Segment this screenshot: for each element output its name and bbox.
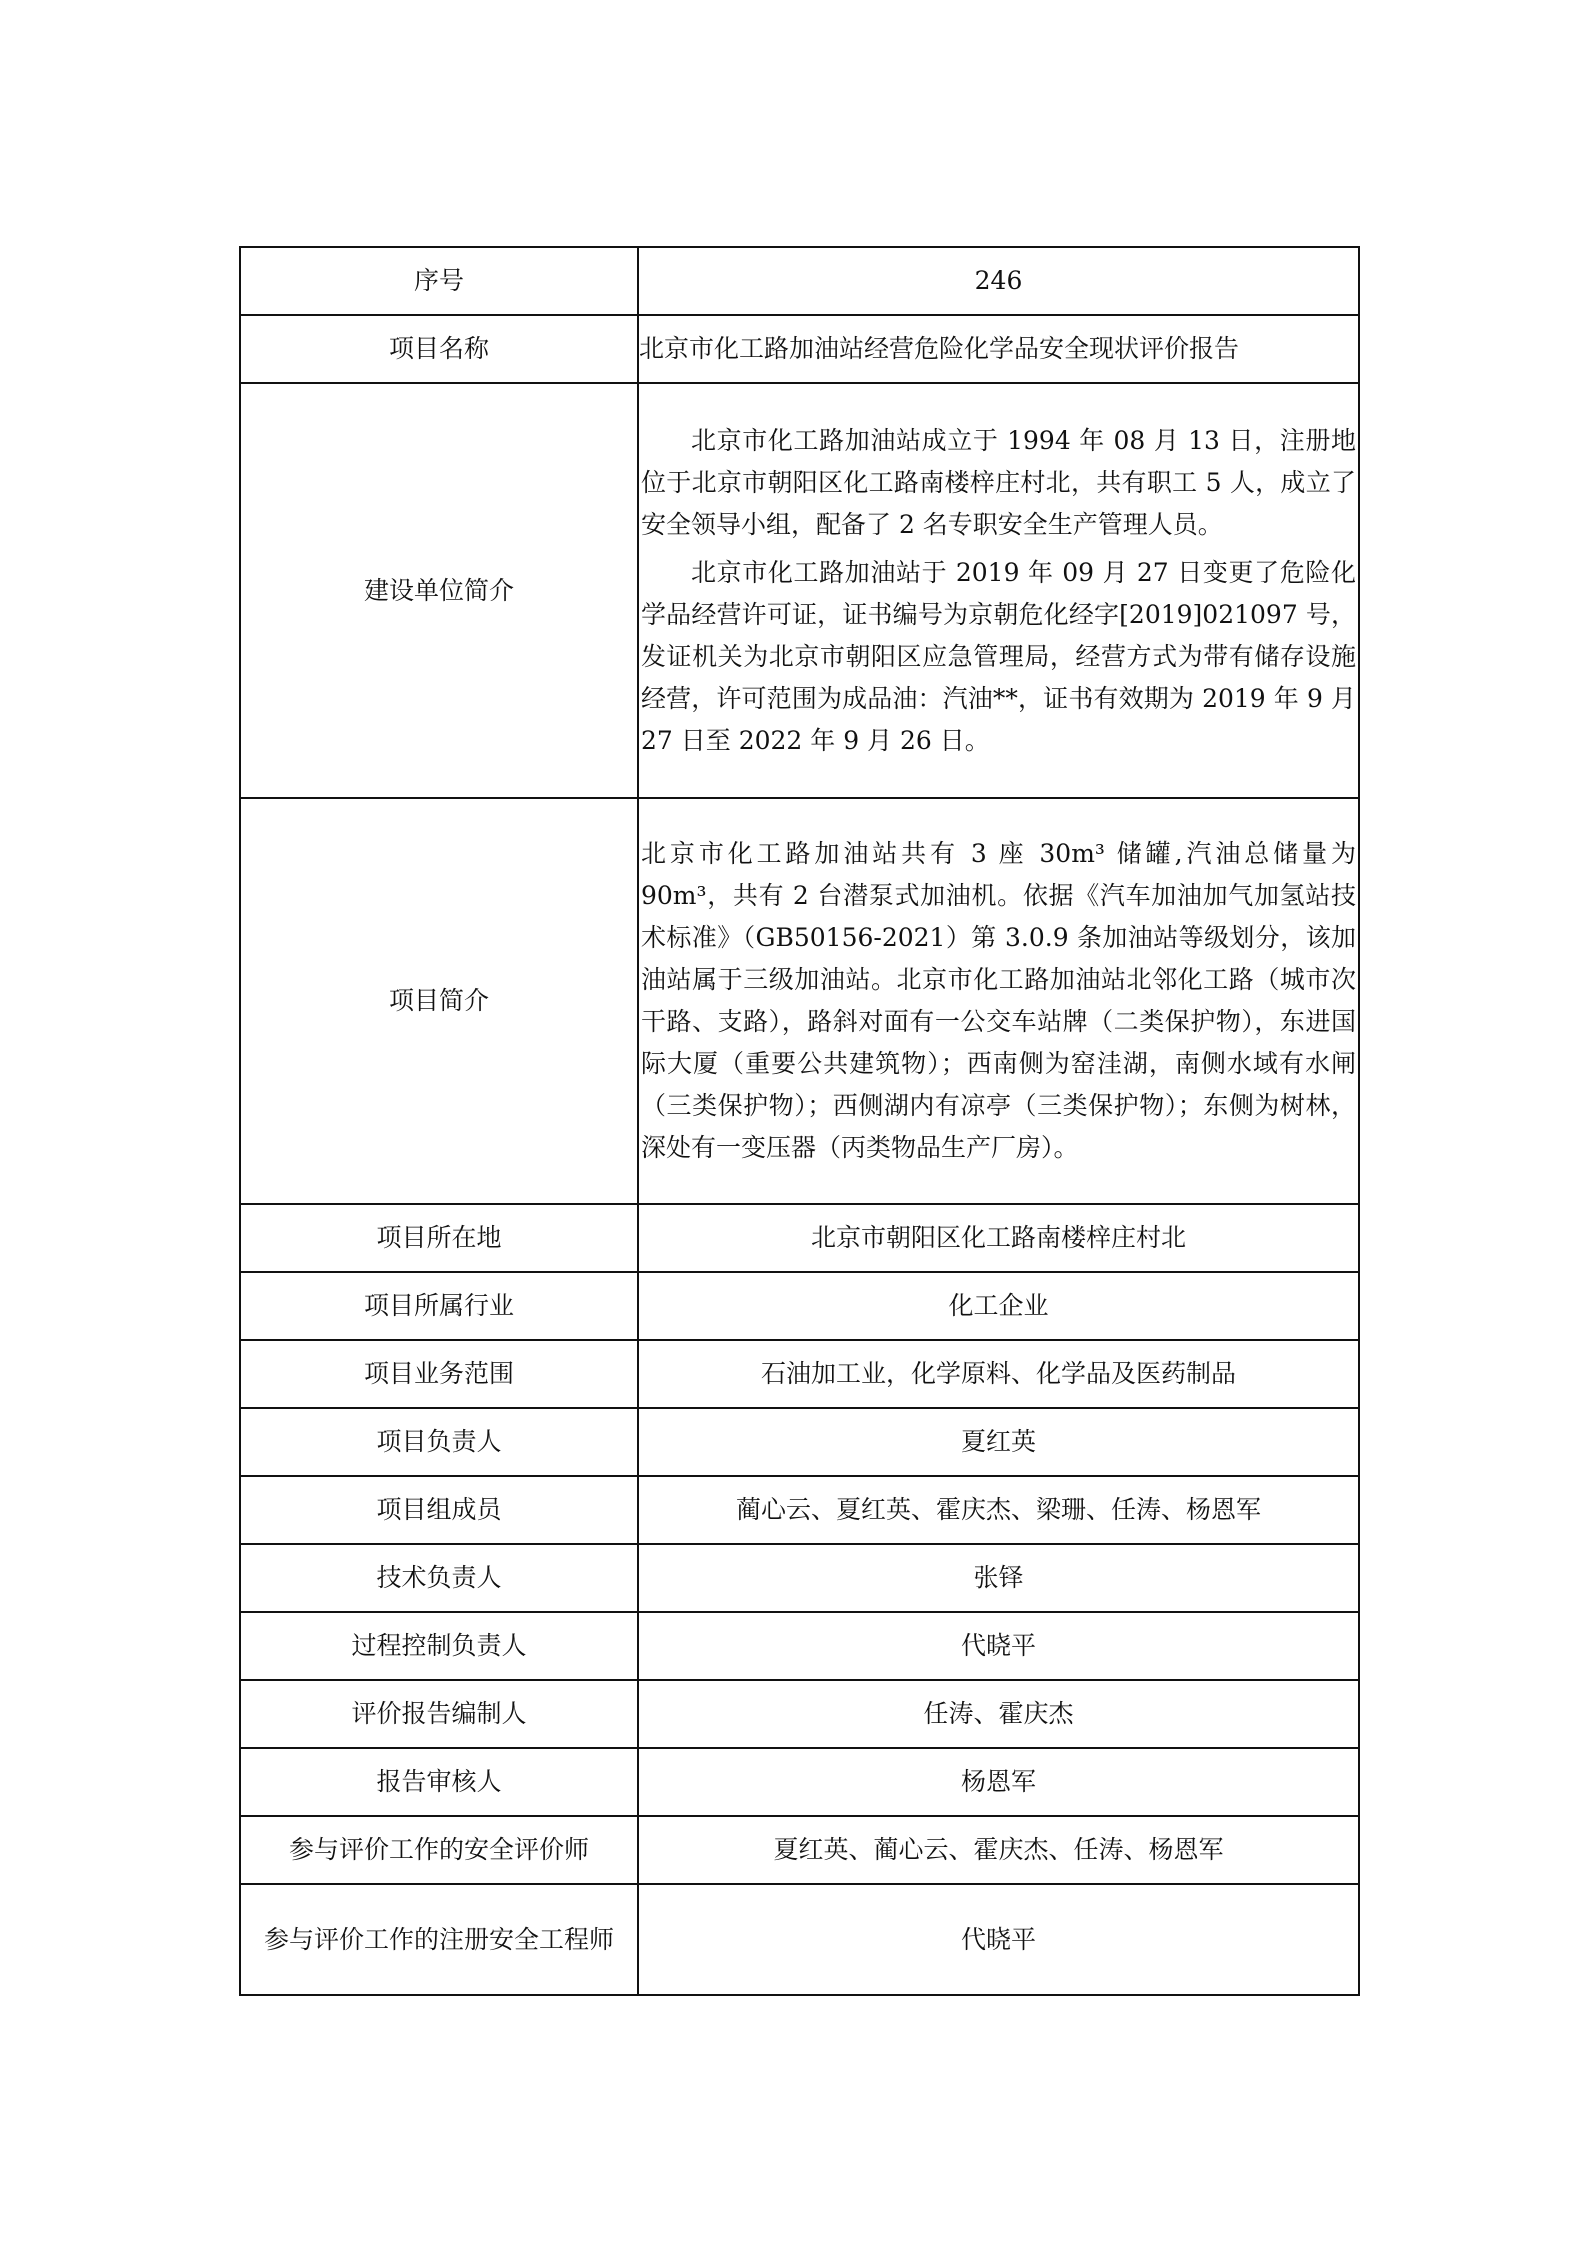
location-value: 北京市朝阳区化工路南楼梓庄村北: [638, 1204, 1359, 1272]
tech-leader-label: 技术负责人: [240, 1544, 638, 1612]
table-row: [240, 1544, 1359, 1612]
unit-intro-paragraph-1: 北京市化工路加油站成立于 1994 年 08 月 13 日，注册地位于北京市朝阳区化工路南楼梓庄村北，共有职工 5 人，成立了安全领导小组，配备了 2 名专职安全生产管理人员。: [641, 425, 1356, 539]
scope-value: 石油加工业，化学原料、化学品及医药制品: [638, 1340, 1359, 1408]
serial-label: 序号: [240, 247, 638, 315]
table-row: [240, 315, 1359, 383]
unit-intro-label: 建设单位简介: [240, 383, 638, 798]
table-row: [240, 1680, 1359, 1748]
project-name-label: 项目名称: [240, 315, 638, 383]
reviewer-label: 报告审核人: [240, 1748, 638, 1816]
unit-intro-paragraph-2: 北京市化工路加油站于 2019 年 09 月 27 日变更了危险化学品经营许可证，证书编号为京朝危化经字[2019]021097 号，发证机关为北京市朝阳区应急管理局，经营方式为带有储存设施经营，许可范围为成品油：汽油**，证书有效期为 2019 年 9 月 27 日至 2022 年 9 月 26 日。: [641, 557, 1356, 755]
table-row: [240, 1340, 1359, 1408]
report-authors-value: 任涛、霍庆杰: [638, 1680, 1359, 1748]
process-leader-label: 过程控制负责人: [240, 1612, 638, 1680]
members-value: 蔺心云、夏红英、霍庆杰、梁珊、任涛、杨恩军: [638, 1476, 1359, 1544]
table-row: [240, 1204, 1359, 1272]
table-row: [240, 798, 1359, 1204]
industry-label: 项目所属行业: [240, 1272, 638, 1340]
members-label: 项目组成员: [240, 1476, 638, 1544]
project-info-table: [239, 246, 1360, 1996]
location-label: 项目所在地: [240, 1204, 638, 1272]
scope-label: 项目业务范围: [240, 1340, 638, 1408]
table-row: [240, 383, 1359, 798]
table-row: [240, 1476, 1359, 1544]
tech-leader-value: 张铎: [638, 1544, 1359, 1612]
project-name-value: 北京市化工路加油站经营危险化学品安全现状评价报告: [638, 315, 1359, 383]
table-row: [240, 1408, 1359, 1476]
leader-label: 项目负责人: [240, 1408, 638, 1476]
leader-value: 夏红英: [638, 1408, 1359, 1476]
industry-value: 化工企业: [638, 1272, 1359, 1340]
evaluators-value: 夏红英、蔺心云、霍庆杰、任涛、杨恩军: [638, 1816, 1359, 1884]
evaluators-label: 参与评价工作的安全评价师: [240, 1816, 638, 1884]
engineers-value: 代晓平: [638, 1884, 1359, 1995]
table-row: [240, 1748, 1359, 1816]
table-row: [240, 1612, 1359, 1680]
project-intro-label: 项目简介: [240, 798, 638, 1204]
table-row: [240, 1884, 1359, 1995]
process-leader-value: 代晓平: [638, 1612, 1359, 1680]
serial-value: 246: [638, 247, 1359, 315]
table-row: [240, 1272, 1359, 1340]
report-authors-label: 评价报告编制人: [240, 1680, 638, 1748]
engineers-label: 参与评价工作的注册安全工程师: [240, 1884, 638, 1995]
unit-intro-value: [638, 383, 1359, 798]
table-row: [240, 247, 1359, 315]
reviewer-value: 杨恩军: [638, 1748, 1359, 1816]
project-intro-value: 北京市化工路加油站共有 3 座 30m³ 储罐,汽油总储量为 90m³，共有 2 台潜泵式加油机。依据《汽车加油加气加氢站技术标准》（GB50156-2021）第 3.0.9 条加油站等级划分，该加油站属于三级加油站。北京市化工路加油站北邻化工路（城市次干路、支路），路斜对面有一公交车站牌（二类保护物），东进国际大厦（重要公共建筑物）；西南侧为窑洼湖，南侧水域有水闸（三类保护物）；西侧湖内有凉亭（三类保护物）；东侧为树林，深处有一变压器（丙类物品生产厂房）。: [638, 798, 1359, 1204]
table-row: [240, 1816, 1359, 1884]
